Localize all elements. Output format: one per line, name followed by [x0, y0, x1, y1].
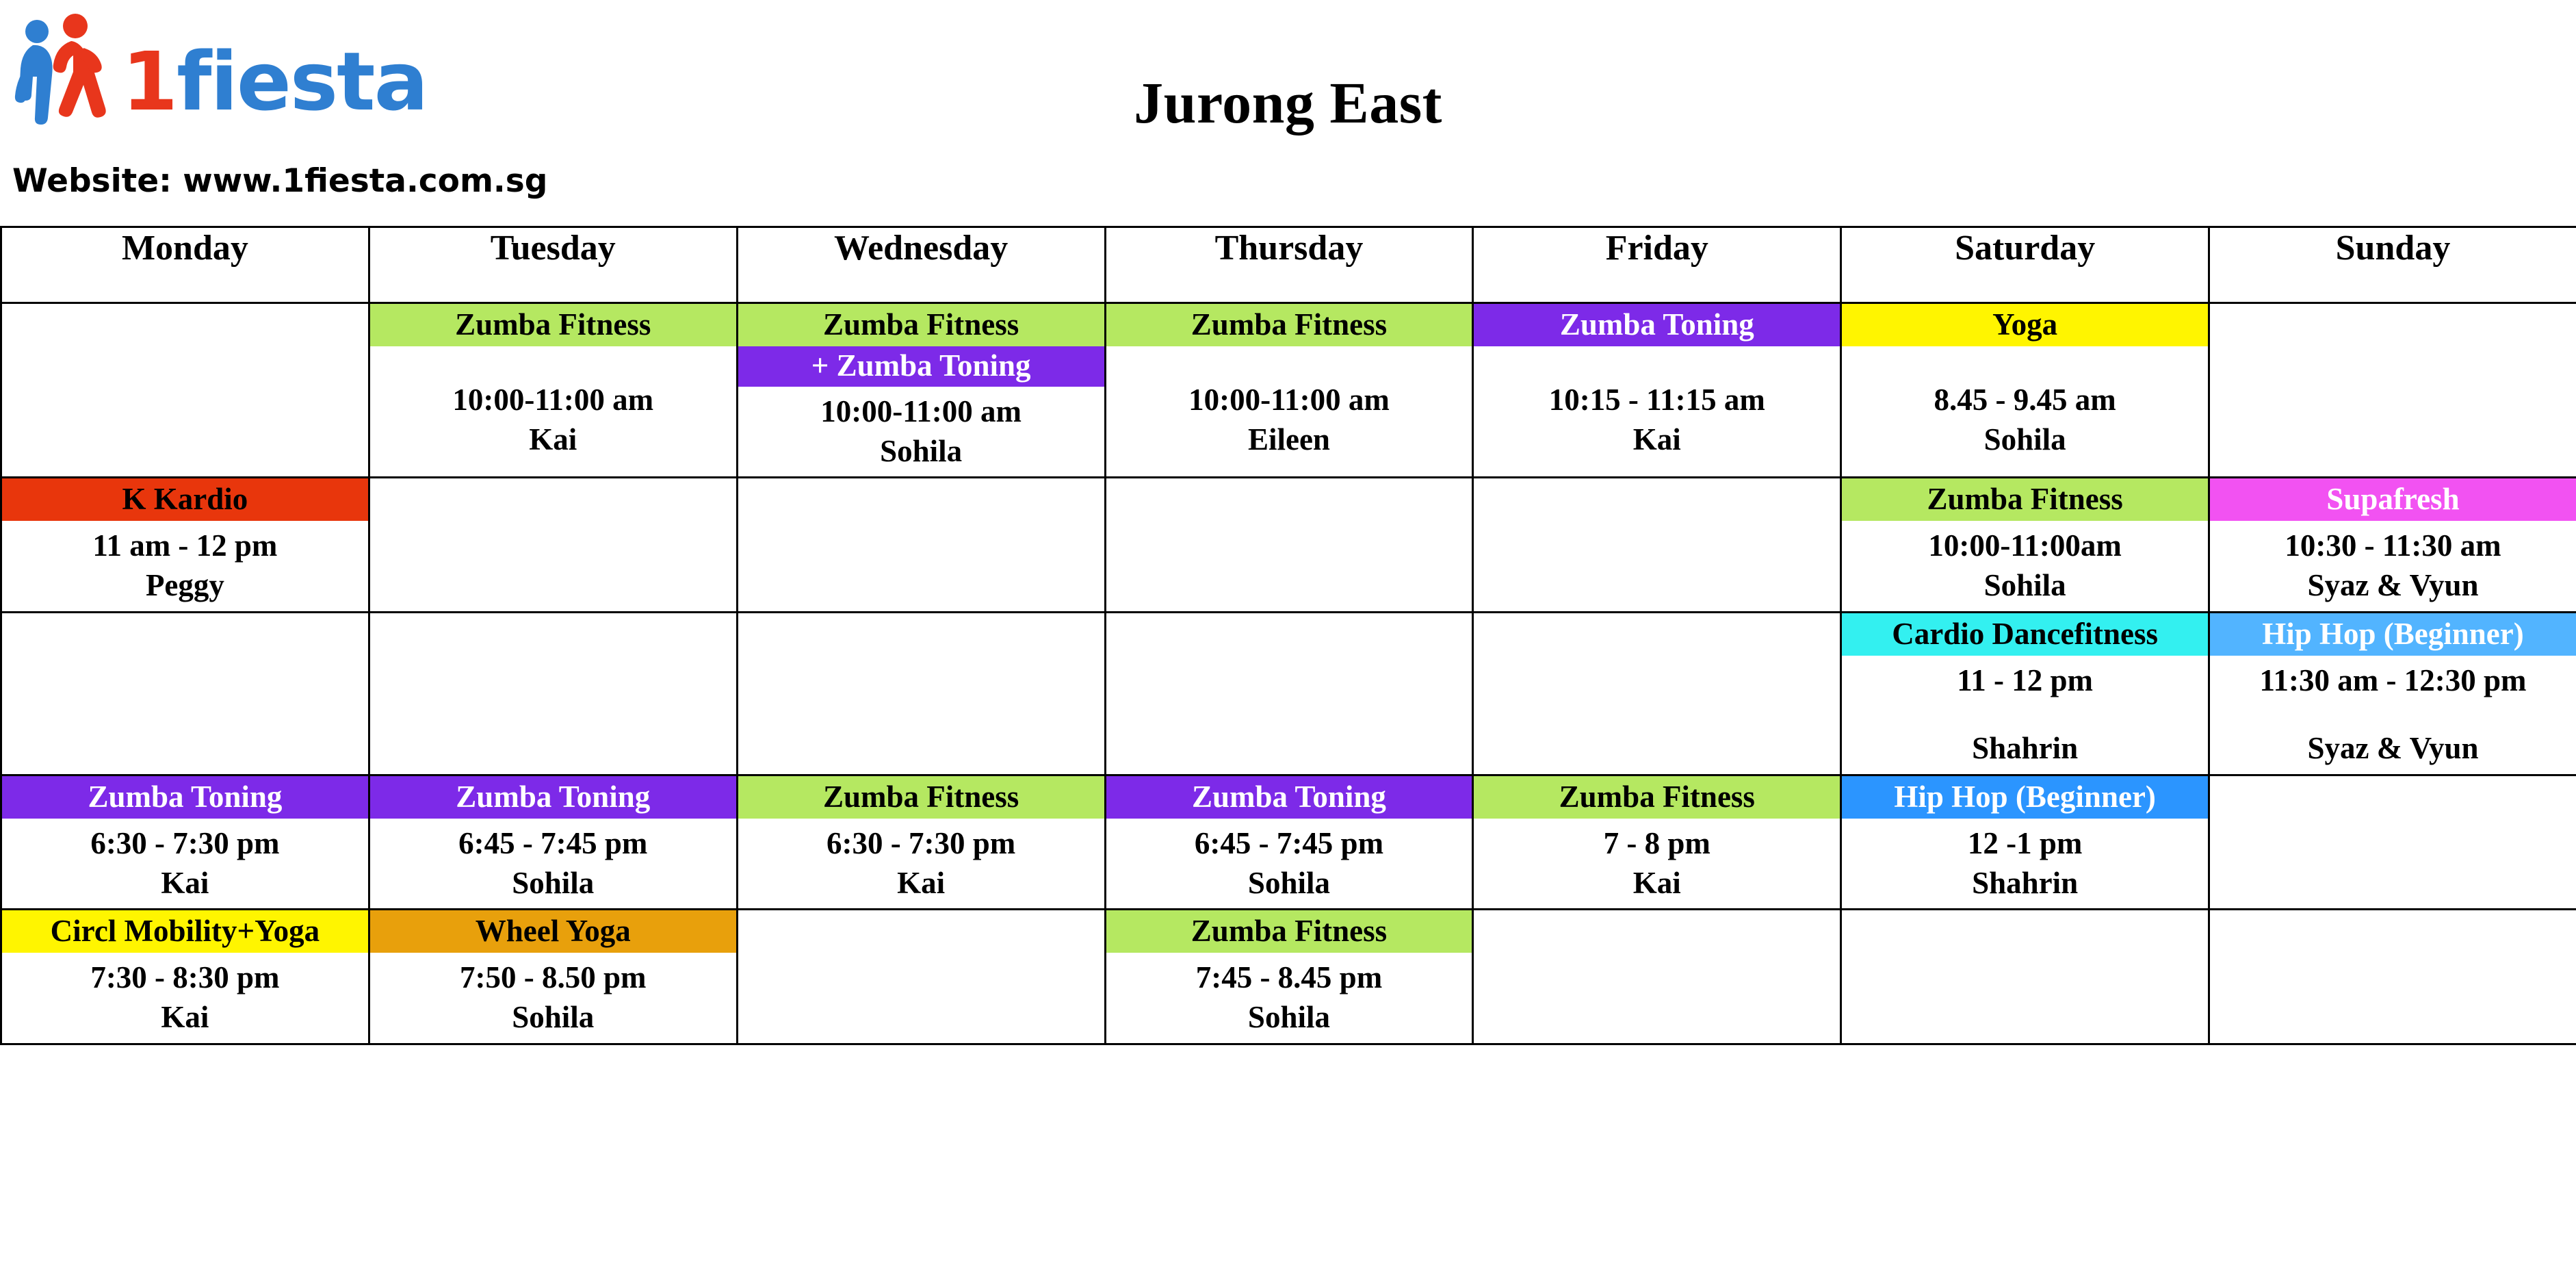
schedule-row: [1, 910, 2576, 1044]
schedule-cell[interactable]: [1473, 303, 1841, 478]
website-text: Website: www.1fiesta.com.sg: [12, 162, 548, 200]
schedule-cell-empty: [2209, 303, 2576, 478]
detail-line: 6:30 - 7:30 pm: [827, 826, 1016, 861]
schedule-cell-empty: [1473, 910, 1841, 1044]
detail-line: Sohila: [1247, 999, 1330, 1034]
day-header-sunday: Sunday: [2209, 227, 2576, 303]
class-block: [1474, 776, 1840, 908]
detail-line: Sohila: [512, 865, 595, 900]
day-header-wednesday: Wednesday: [737, 227, 1105, 303]
class-block: [1474, 304, 1840, 476]
class-details: [1842, 656, 2208, 774]
class-title: Hip Hop (Beginner): [2210, 613, 2576, 656]
schedule-cell[interactable]: [1841, 612, 2209, 775]
class-block: [1842, 304, 2208, 476]
detail-line: Kai: [529, 422, 577, 457]
detail-line: Kai: [1632, 865, 1681, 900]
table-header-row: [1, 227, 2576, 303]
schedule-cell[interactable]: [2209, 612, 2576, 775]
detail-spacer: [2211, 700, 2575, 729]
class-title: Supafresh: [2210, 478, 2576, 521]
schedule-cell[interactable]: [1105, 775, 1473, 909]
detail-line: 10:00-11:00am: [1928, 528, 2122, 563]
detail-spacer: [1843, 700, 2207, 729]
class-block: [1842, 613, 2208, 774]
class-title: Zumba Toning: [1106, 776, 1472, 819]
class-block: [1106, 910, 1472, 1042]
detail-line: 10:00-11:00 am: [452, 383, 654, 418]
detail-line: 7 - 8 pm: [1603, 826, 1710, 861]
class-title: Zumba Toning: [1474, 304, 1840, 346]
schedule-cell-empty: [1105, 612, 1473, 775]
class-details: [1106, 819, 1472, 908]
day-header-monday: Monday: [1, 227, 369, 303]
class-title: Zumba Fitness: [1106, 304, 1472, 346]
class-details: [2, 953, 368, 1042]
schedule-cell-empty: [1105, 478, 1473, 612]
class-block: [2, 776, 368, 908]
schedule-cell-empty: [369, 612, 737, 775]
schedule-cell-empty: [1473, 612, 1841, 775]
schedule-cell[interactable]: [1, 478, 369, 612]
class-details: [1106, 953, 1472, 1042]
class-block: [2210, 478, 2576, 611]
class-title: Zumba Fitness: [1842, 478, 2208, 521]
class-title: Zumba Fitness: [1474, 776, 1840, 819]
schedule-cell[interactable]: [369, 303, 737, 478]
class-block: [2, 478, 368, 611]
class-title: Wheel Yoga: [370, 910, 736, 953]
class-block: [738, 776, 1104, 908]
class-title: Zumba Fitness: [738, 304, 1104, 346]
class-details: [1474, 819, 1840, 908]
schedule-cell-empty: [737, 910, 1105, 1044]
schedule-cell[interactable]: [1, 775, 369, 909]
schedule-cell-empty: [2209, 775, 2576, 909]
schedule-cell[interactable]: [1841, 775, 2209, 909]
class-block: [370, 776, 736, 908]
detail-line: 8.45 - 9.45 am: [1934, 383, 2116, 418]
class-details: [2, 819, 368, 908]
detail-line: Kai: [161, 999, 209, 1034]
day-header-thursday: Thursday: [1105, 227, 1473, 303]
day-header-tuesday: Tuesday: [369, 227, 737, 303]
class-details: [370, 346, 736, 465]
detail-line: Eileen: [1247, 422, 1330, 457]
class-block: [2210, 613, 2576, 774]
class-block: [2, 910, 368, 1042]
detail-line: 6:30 - 7:30 pm: [90, 826, 280, 861]
class-title: K Kardio: [2, 478, 368, 521]
schedule-row: [1, 612, 2576, 775]
class-details: [738, 819, 1104, 908]
schedule-row: [1, 478, 2576, 612]
schedule-row: [1, 303, 2576, 478]
detail-line: 10:00-11:00 am: [1188, 383, 1390, 418]
schedule-cell-empty: [1, 303, 369, 478]
detail-line: Kai: [161, 865, 209, 900]
class-details: [370, 819, 736, 908]
detail-line: 10:30 - 11:30 am: [2285, 528, 2501, 563]
detail-line: Peggy: [145, 568, 224, 603]
class-details: [2, 521, 368, 611]
schedule-cell-empty: [737, 612, 1105, 775]
class-title: Yoga: [1842, 304, 2208, 346]
schedule-cell-empty: [737, 478, 1105, 612]
schedule-cell[interactable]: [1841, 303, 2209, 478]
class-title: Hip Hop (Beginner): [1842, 776, 2208, 819]
detail-line: 11 am - 12 pm: [92, 528, 278, 563]
class-block: [1106, 304, 1472, 476]
detail-line: 11 - 12 pm: [1957, 663, 2094, 697]
class-subtitle: + Zumba Toning: [738, 346, 1104, 387]
class-details: [1842, 521, 2208, 611]
detail-spacer: [1475, 352, 1838, 381]
class-details: [1474, 346, 1840, 465]
detail-line: 10:15 - 11:15 am: [1548, 383, 1765, 418]
detail-line: Kai: [897, 865, 946, 900]
class-block: [370, 910, 736, 1042]
day-header-saturday: Saturday: [1841, 227, 2209, 303]
class-title: Cardio Dancefitness: [1842, 613, 2208, 656]
class-title: Zumba Toning: [370, 776, 736, 819]
schedule-cell[interactable]: [1, 910, 369, 1044]
detail-line: Sohila: [880, 433, 963, 468]
class-block: [1842, 776, 2208, 908]
detail-line: Sohila: [512, 999, 595, 1034]
schedule-table: [0, 226, 2576, 1045]
class-title: Zumba Fitness: [738, 776, 1104, 819]
schedule-cell[interactable]: [737, 775, 1105, 909]
schedule-row: [1, 775, 2576, 909]
schedule-cell-empty: [1, 612, 369, 775]
class-title: Circl Mobility+Yoga: [2, 910, 368, 953]
schedule-cell[interactable]: [1841, 478, 2209, 612]
class-details: [370, 953, 736, 1042]
day-header-friday: Friday: [1473, 227, 1841, 303]
schedule-cell[interactable]: [737, 303, 1105, 478]
detail-line: Shahrin: [1972, 865, 2079, 900]
class-details: [2210, 656, 2576, 774]
class-block: [738, 304, 1104, 476]
detail-line: 7:45 - 8.45 pm: [1195, 960, 1383, 995]
class-details: [1106, 346, 1472, 465]
detail-line: 10:00-11:00 am: [820, 394, 1022, 429]
schedule-cell[interactable]: [369, 775, 737, 909]
class-details: [738, 387, 1104, 476]
detail-line: Shahrin: [1972, 731, 2079, 766]
detail-spacer: [1108, 352, 1471, 381]
detail-line: Sohila: [1983, 568, 2066, 603]
detail-line: 7:30 - 8:30 pm: [90, 960, 280, 995]
schedule-cell[interactable]: [1105, 910, 1473, 1044]
schedule-cell-empty: [2209, 910, 2576, 1044]
detail-line: Sohila: [1247, 865, 1330, 900]
class-title: Zumba Toning: [2, 776, 368, 819]
detail-line: 7:50 - 8.50 pm: [460, 960, 647, 995]
detail-spacer: [1843, 352, 2207, 381]
detail-line: 12 -1 pm: [1967, 826, 2083, 861]
detail-line: Syaz & Vyun: [2307, 731, 2479, 766]
class-block: [1106, 776, 1472, 908]
schedule-cell-empty: [1473, 478, 1841, 612]
schedule-cell[interactable]: [1473, 775, 1841, 909]
detail-spacer: [372, 352, 735, 381]
class-title: Zumba Fitness: [370, 304, 736, 346]
brand-name-rest: fiesta: [177, 34, 428, 129]
class-details: [1842, 819, 2208, 908]
schedule-cell-empty: [1841, 910, 2209, 1044]
schedule-body: [1, 303, 2576, 1044]
page-header: [0, 0, 2576, 226]
detail-line: 11:30 am - 12:30 pm: [2259, 663, 2527, 697]
class-details: [1842, 346, 2208, 465]
detail-line: Kai: [1632, 422, 1681, 457]
schedule-cell[interactable]: [2209, 478, 2576, 612]
schedule-cell[interactable]: [369, 910, 737, 1044]
schedule-cell[interactable]: [1105, 303, 1473, 478]
detail-line: 6:45 - 7:45 pm: [1194, 826, 1384, 861]
brand-name-one: 1: [122, 34, 177, 129]
class-title: Zumba Fitness: [1106, 910, 1472, 953]
page-title: Jurong East: [1134, 70, 1442, 136]
detail-line: Sohila: [1983, 422, 2066, 457]
class-details: [2210, 521, 2576, 611]
schedule-cell-empty: [369, 478, 737, 612]
class-block: [370, 304, 736, 476]
detail-line: 6:45 - 7:45 pm: [458, 826, 648, 861]
detail-line: Syaz & Vyun: [2307, 568, 2479, 603]
class-block: [1842, 478, 2208, 611]
